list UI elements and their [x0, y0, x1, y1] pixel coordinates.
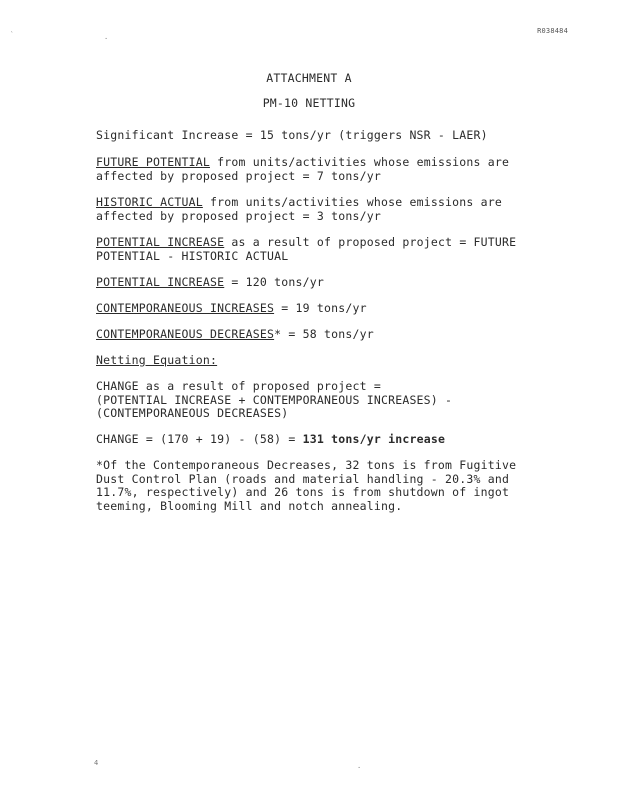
potential-increase-term: POTENTIAL INCREASE — [96, 235, 225, 249]
potential-increase-definition — [96, 236, 536, 263]
change-calculation-lhs: CHANGE = (170 + 19) - (58) = — [96, 432, 303, 446]
future-potential-line2: affected by proposed project = 7 tons/yr — [96, 168, 381, 183]
potential-increase-value-term: POTENTIAL INCREASE — [96, 275, 225, 289]
change-definition-line1: CHANGE as a result of proposed project = — [96, 379, 381, 393]
change-calculation — [96, 433, 536, 447]
document-id: R038484 — [537, 27, 568, 35]
significant-increase — [96, 129, 536, 143]
historic-actual-line1: from units/activities whose emissions are — [202, 195, 503, 209]
change-calculation-result: 131 tons/yr increase — [302, 432, 446, 446]
stray-mark-top-left: ˋ — [10, 31, 15, 39]
attachment-title: ATTACHMENT A — [266, 71, 352, 85]
historic-actual-line2: affected by proposed project = 3 tons/yr — [96, 208, 381, 223]
footnote-line2: Dust Control Plan (roads and material handling - 20.3% and — [96, 471, 510, 486]
historic-actual-paragraph — [96, 196, 536, 223]
significant-increase-text: Significant Increase = 15 tons/yr (triggers NSR - LAER) — [96, 128, 488, 142]
stray-mark-top-mid: . — [104, 33, 109, 41]
change-definition-line2: (POTENTIAL INCREASE + CONTEMPORANEOUS INCREASES) - — [96, 392, 453, 407]
netting-heading-text: Netting Equation: — [96, 353, 218, 367]
change-definition-line3: (CONTEMPORANEOUS DECREASES) — [96, 406, 289, 420]
historic-actual-term: HISTORIC ACTUAL — [96, 195, 203, 209]
stray-mark-bottom-left: 4 — [94, 759, 99, 767]
section-title: PM-10 NETTING — [262, 96, 356, 110]
potential-increase-value — [96, 276, 536, 290]
change-definition — [96, 380, 536, 421]
contemporaneous-decreases-rest: * = 58 tons/yr — [274, 327, 374, 341]
contemporaneous-decreases — [96, 328, 536, 342]
contemporaneous-increases — [96, 302, 536, 316]
stray-mark-bottom-mid: . — [357, 762, 362, 770]
potential-increase-line2: POTENTIAL - HISTORIC ACTUAL — [96, 248, 289, 263]
future-potential-term: FUTURE POTENTIAL — [96, 155, 210, 169]
contemporaneous-increases-term: CONTEMPORANEOUS INCREASES — [96, 301, 275, 315]
footnote-line3: 11.7%, respectively) and 26 tons is from shutdown of ingot — [96, 485, 510, 499]
contemporaneous-increases-rest: = 19 tons/yr — [274, 301, 367, 315]
footnote — [96, 459, 536, 513]
potential-increase-line1: as a result of proposed project = FUTURE — [224, 235, 517, 249]
netting-equation-heading — [96, 354, 536, 368]
footnote-line1: *Of the Contemporaneous Decreases, 32 tons is from Fugitive — [96, 458, 517, 472]
contemporaneous-decreases-term: CONTEMPORANEOUS DECREASES — [96, 327, 275, 341]
future-potential-paragraph — [96, 156, 536, 183]
potential-increase-value-rest: = 120 tons/yr — [224, 275, 324, 289]
future-potential-line1: from units/activities whose emissions are — [209, 155, 510, 169]
footnote-line4: teeming, Blooming Mill and notch annealing. — [96, 498, 403, 513]
